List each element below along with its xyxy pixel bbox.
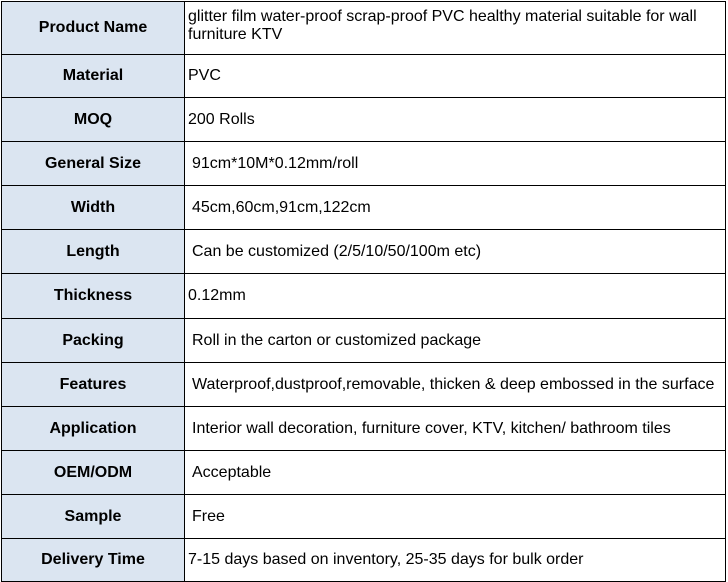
spec-value: Roll in the carton or customized package	[185, 319, 726, 363]
spec-row-application	[2, 407, 726, 451]
spec-value: 45cm,60cm,91cm,122cm	[185, 186, 726, 230]
spec-value: PVC	[185, 55, 726, 98]
spec-row-width	[2, 186, 726, 230]
spec-row-material	[2, 55, 726, 98]
spec-value: glitter film water-proof scrap-proof PVC healthy material suitable for wall furniture KTV	[185, 2, 726, 55]
spec-value: 0.12mm	[185, 274, 726, 319]
spec-row-sample	[2, 495, 726, 539]
spec-label: Length	[2, 230, 185, 274]
spec-label: Application	[2, 407, 185, 451]
spec-value: Acceptable	[185, 451, 726, 495]
spec-value: 91cm*10M*0.12mm/roll	[185, 142, 726, 186]
spec-value: Can be customized (2/5/10/50/100m etc)	[185, 230, 726, 274]
spec-value: Free	[185, 495, 726, 539]
spec-label: OEM/ODM	[2, 451, 185, 495]
spec-label: General Size	[2, 142, 185, 186]
spec-label: Product Name	[2, 2, 185, 55]
spec-label: MOQ	[2, 98, 185, 142]
spec-row-packing	[2, 319, 726, 363]
product-spec-table	[1, 1, 726, 582]
spec-label: Thickness	[2, 274, 185, 319]
spec-label: Material	[2, 55, 185, 98]
spec-value: Interior wall decoration, furniture cover, KTV, kitchen/ bathroom tiles	[185, 407, 726, 451]
spec-value: Waterproof,dustproof,removable, thicken & deep embossed in the surface	[185, 363, 726, 407]
spec-label: Sample	[2, 495, 185, 539]
spec-row-length	[2, 230, 726, 274]
spec-row-delivery-time	[2, 539, 726, 582]
spec-label: Packing	[2, 319, 185, 363]
spec-label: Width	[2, 186, 185, 230]
spec-row-product-name	[2, 2, 726, 55]
spec-row-general-size	[2, 142, 726, 186]
spec-value: 200 Rolls	[185, 98, 726, 142]
spec-row-thickness	[2, 274, 726, 319]
spec-label: Delivery Time	[2, 539, 185, 582]
spec-row-features	[2, 363, 726, 407]
spec-value: 7-15 days based on inventory, 25-35 days for bulk order	[185, 539, 726, 582]
spec-label: Features	[2, 363, 185, 407]
spec-row-oem-odm	[2, 451, 726, 495]
spec-row-moq	[2, 98, 726, 142]
